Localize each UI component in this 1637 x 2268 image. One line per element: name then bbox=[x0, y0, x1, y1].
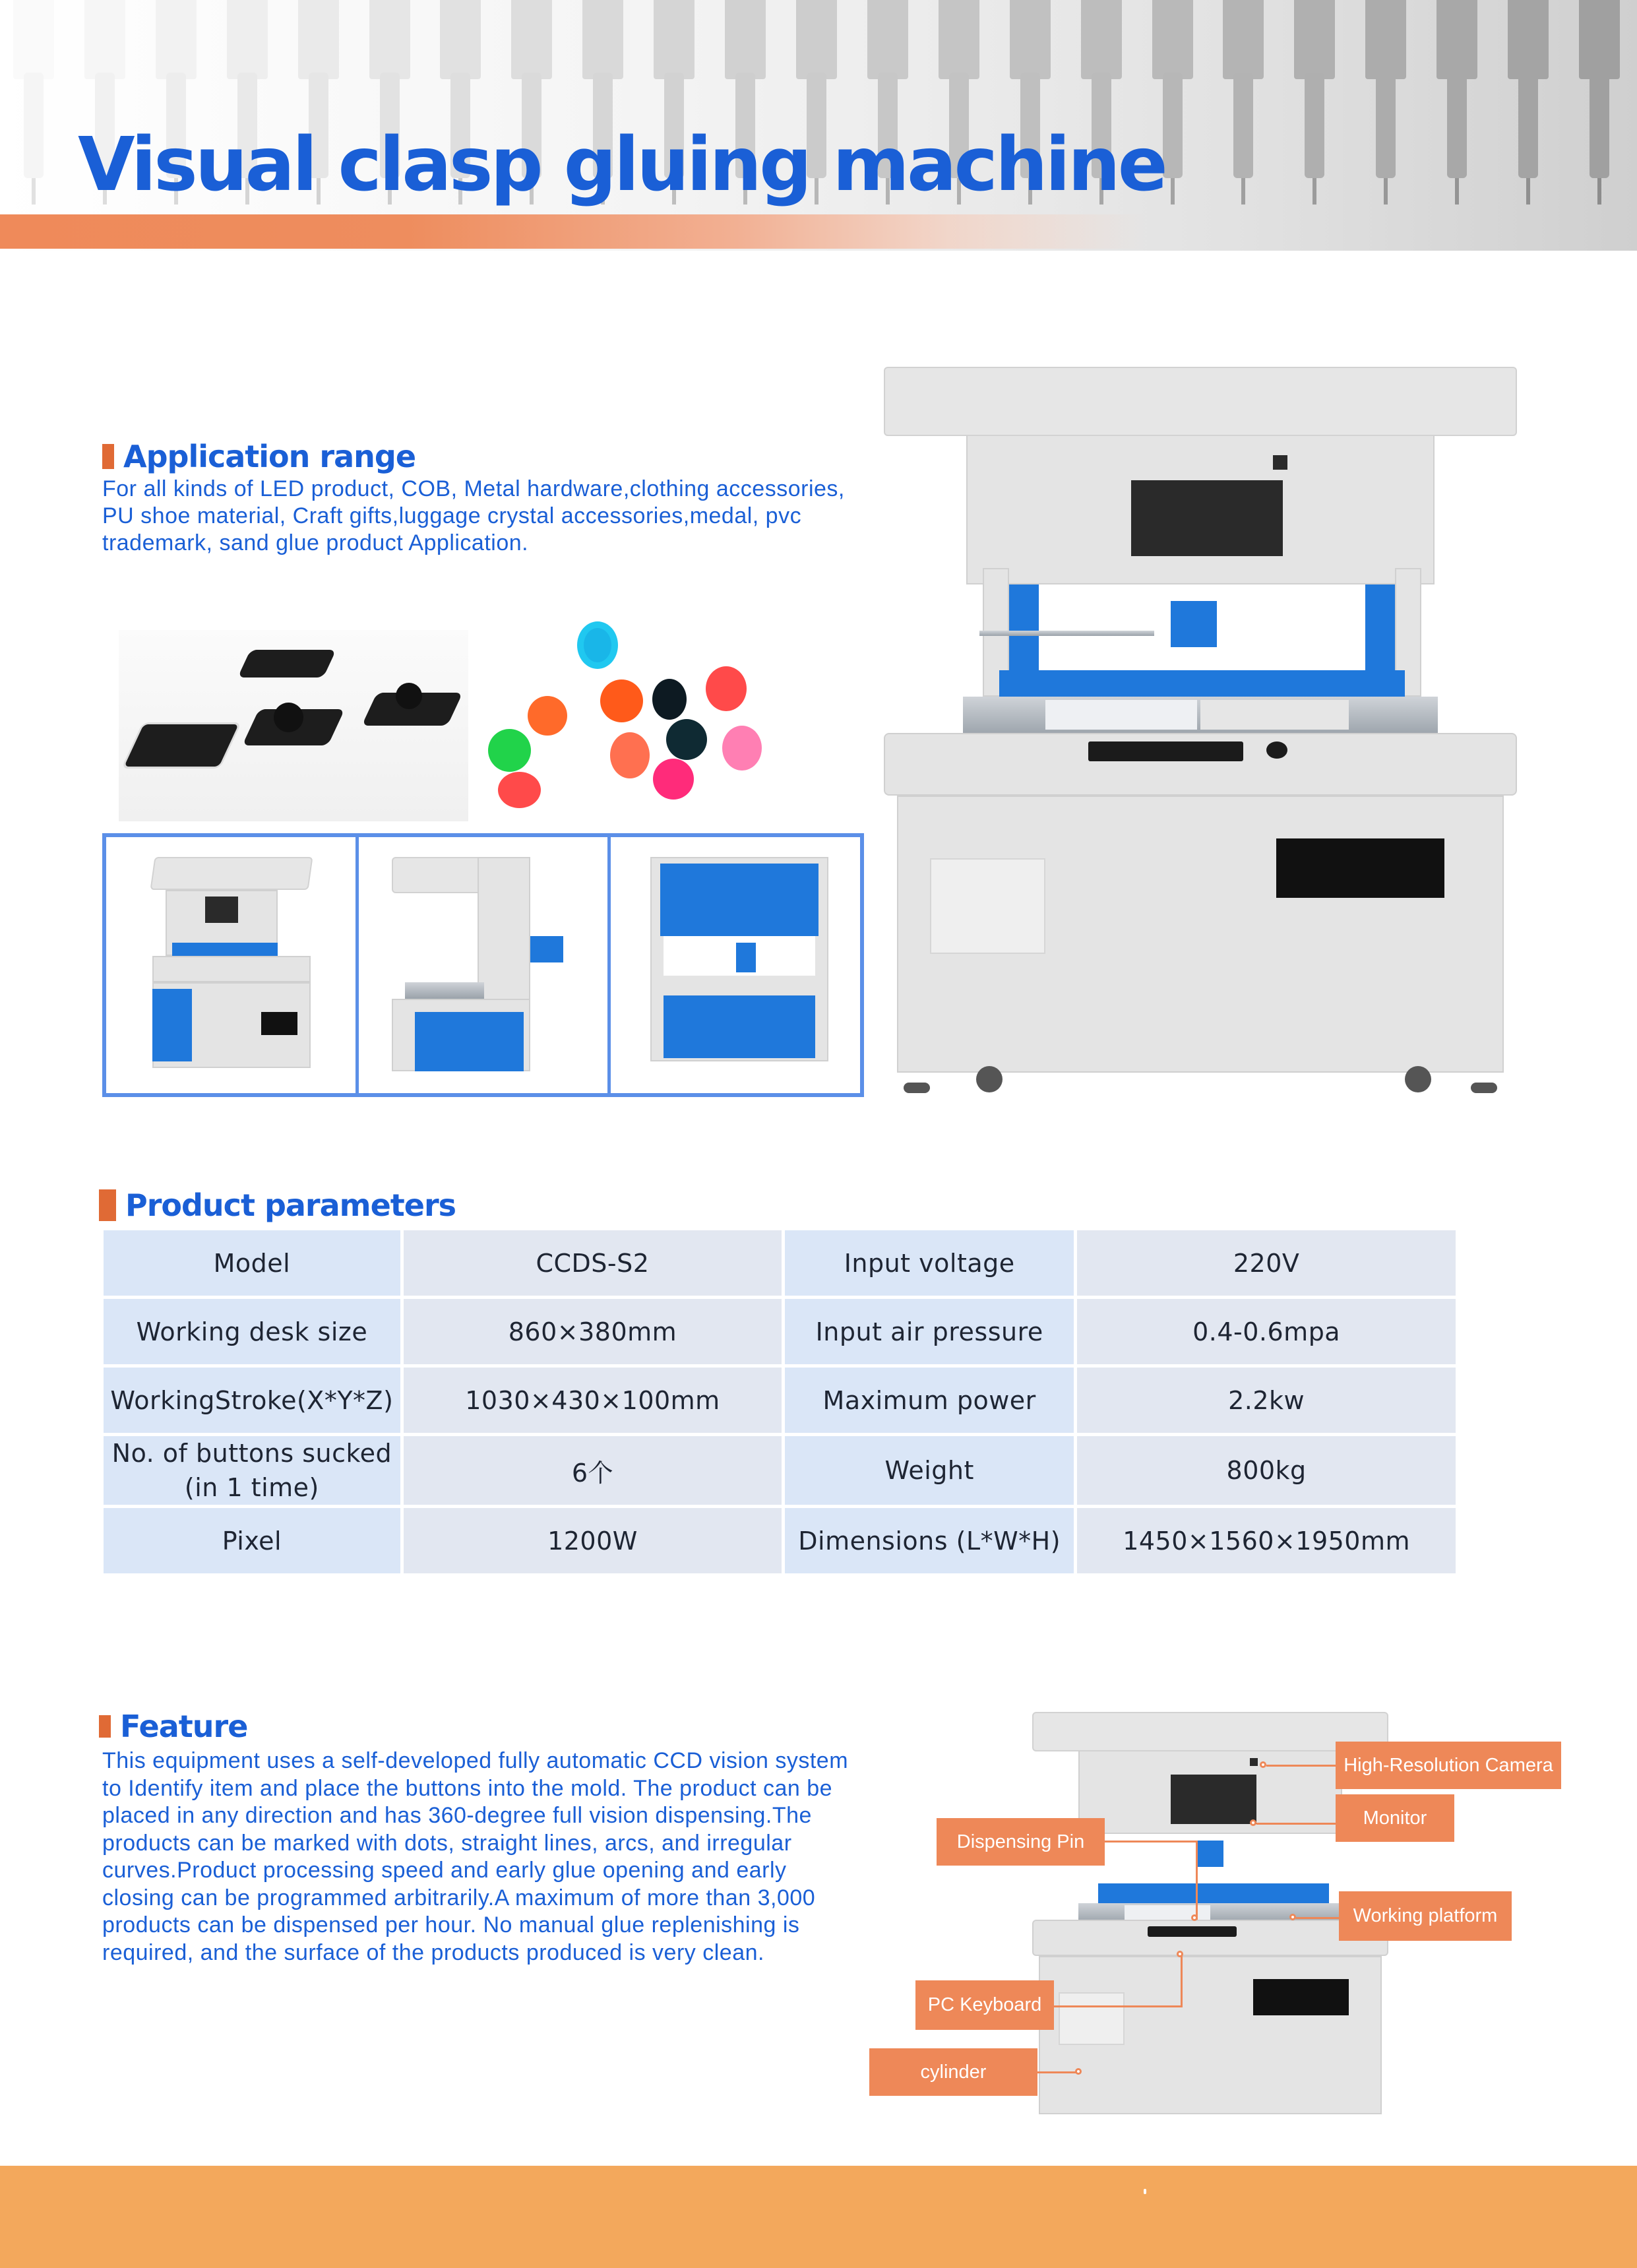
spec-value: 2.2kw bbox=[1077, 1368, 1456, 1433]
machine-perspective-view[interactable] bbox=[106, 837, 355, 1093]
spec-table bbox=[100, 1227, 1459, 1577]
callout-high-resolution-camera: High-Resolution Camera bbox=[1336, 1742, 1561, 1789]
camera-icon bbox=[1273, 455, 1287, 470]
nozzle-icon bbox=[1352, 0, 1423, 218]
text-line: products can be dispensed per hour. No manual glue replenishing is bbox=[102, 1912, 800, 1937]
pc-keyboard-leader-line bbox=[1054, 2005, 1183, 2007]
nozzle-icon bbox=[1210, 0, 1281, 218]
working-platform-leader-line bbox=[1296, 1917, 1339, 1919]
spec-value: 0.4-0.6mpa bbox=[1077, 1299, 1456, 1364]
nozzle-icon bbox=[1281, 0, 1352, 218]
table-row bbox=[104, 1299, 1456, 1364]
header-banner bbox=[0, 0, 1637, 251]
spec-label: WorkingStroke(X*Y*Z) bbox=[104, 1368, 400, 1433]
pc-keyboard-marker bbox=[1177, 1951, 1183, 1957]
machine-front-photo bbox=[884, 367, 1517, 1099]
section-marker bbox=[102, 444, 114, 469]
text-line: trademark, sand glue product Application. bbox=[102, 530, 529, 555]
table-row bbox=[104, 1230, 1456, 1296]
spec-label: Maximum power bbox=[785, 1368, 1074, 1433]
text-line: required, and the surface of the products produced is very clean. bbox=[102, 1939, 764, 1965]
feature-description bbox=[102, 1748, 940, 1967]
callout-pc-keyboard: PC Keyboard bbox=[915, 1980, 1054, 2030]
section-title: Application range bbox=[123, 439, 416, 474]
feature-heading bbox=[99, 1709, 247, 1744]
machine-rear-view[interactable] bbox=[611, 837, 860, 1093]
spec-value: CCDS-S2 bbox=[404, 1230, 782, 1296]
callout-working-platform: Working platform bbox=[1339, 1891, 1512, 1941]
table-row bbox=[104, 1508, 1456, 1573]
text-line: placed in any direction and has 360-degree full vision dispensing.The bbox=[102, 1803, 812, 1828]
footer-band bbox=[0, 2166, 1637, 2268]
text-line: products can be marked with dots, straight lines, arcs, and irregular bbox=[102, 1830, 792, 1856]
spec-label: Pixel bbox=[104, 1508, 400, 1573]
spec-value: 1450×1560×1950mm bbox=[1077, 1508, 1456, 1573]
spec-value: 1030×430×100mm bbox=[404, 1368, 782, 1433]
nozzle-icon bbox=[1423, 0, 1495, 218]
dispensing-pin-marker bbox=[1191, 1914, 1198, 1921]
cylinder-marker bbox=[1075, 2068, 1082, 2075]
header-accent-bar bbox=[0, 214, 1637, 249]
section-title: Product parameters bbox=[125, 1187, 456, 1223]
spec-value: 1200W bbox=[404, 1508, 782, 1573]
spec-label bbox=[104, 1436, 400, 1505]
cylinder-leader-line bbox=[1037, 2071, 1077, 2073]
application-description bbox=[102, 476, 927, 557]
machine-thumbnails bbox=[102, 833, 864, 1097]
product-parameters-heading bbox=[99, 1187, 456, 1223]
section-marker bbox=[99, 1189, 116, 1221]
application-range-heading bbox=[102, 439, 416, 474]
page-title: Visual clasp gluing machine bbox=[78, 122, 1165, 208]
text-line: curves.Product processing speed and early glue opening and early bbox=[102, 1858, 787, 1883]
text-line: to Identify item and place the buttons into the mold. The product can be bbox=[102, 1775, 833, 1801]
dispensing-pin-leader-line bbox=[1105, 1841, 1197, 1843]
text-line: closing can be programmed arbitrarily.A maximum of more than 3,000 bbox=[102, 1885, 816, 1910]
working-platform-marker bbox=[1289, 1914, 1296, 1920]
table-row bbox=[104, 1436, 1456, 1505]
camera-leader-line bbox=[1266, 1765, 1336, 1767]
nozzle-icon bbox=[0, 0, 71, 218]
pc-keyboard-leader-line bbox=[1181, 1956, 1183, 2007]
machine-side-view[interactable] bbox=[359, 837, 608, 1093]
monitor-screen bbox=[1131, 480, 1283, 556]
text-line: This equipment uses a self-developed fully automatic CCD vision system bbox=[102, 1748, 849, 1773]
section-title: Feature bbox=[120, 1709, 248, 1744]
text-line: For all kinds of LED product, COB, Metal hardware,clothing accessories, bbox=[102, 476, 845, 501]
spec-label-line: No. of buttons sucked bbox=[111, 1439, 392, 1468]
spec-label: Working desk size bbox=[104, 1299, 400, 1364]
spec-label: Weight bbox=[785, 1436, 1074, 1505]
table-row bbox=[104, 1368, 1456, 1433]
black-clasp-buttons-photo bbox=[119, 630, 468, 821]
nozzle-icon bbox=[1566, 0, 1637, 218]
spec-label-line: (in 1 time) bbox=[184, 1473, 319, 1502]
spec-label: Input voltage bbox=[785, 1230, 1074, 1296]
nozzle-icon bbox=[1495, 0, 1566, 218]
callout-dispensing-pin: Dispensing Pin bbox=[937, 1818, 1105, 1866]
spec-label: Input air pressure bbox=[785, 1299, 1074, 1364]
spec-label: Model bbox=[104, 1230, 400, 1296]
text-line: PU shoe material, Craft gifts,luggage crystal accessories,medal, pvc bbox=[102, 503, 802, 528]
spec-value: 800kg bbox=[1077, 1436, 1456, 1505]
section-marker bbox=[99, 1715, 111, 1738]
monitor-marker bbox=[1250, 1819, 1256, 1826]
spec-value: 220V bbox=[1077, 1230, 1456, 1296]
callout-monitor: Monitor bbox=[1336, 1794, 1454, 1842]
dispensing-pin-leader-line bbox=[1196, 1841, 1198, 1920]
footer-dot bbox=[1144, 2189, 1146, 2194]
callout-cylinder: cylinder bbox=[869, 2048, 1037, 2096]
camera-marker bbox=[1260, 1761, 1266, 1768]
monitor-leader-line bbox=[1256, 1823, 1336, 1825]
spec-label: Dimensions (L*W*H) bbox=[785, 1508, 1074, 1573]
spec-value: 6个 bbox=[404, 1436, 782, 1505]
spec-value: 860×380mm bbox=[404, 1299, 782, 1364]
colorful-letter-buttons-photo bbox=[478, 614, 788, 818]
